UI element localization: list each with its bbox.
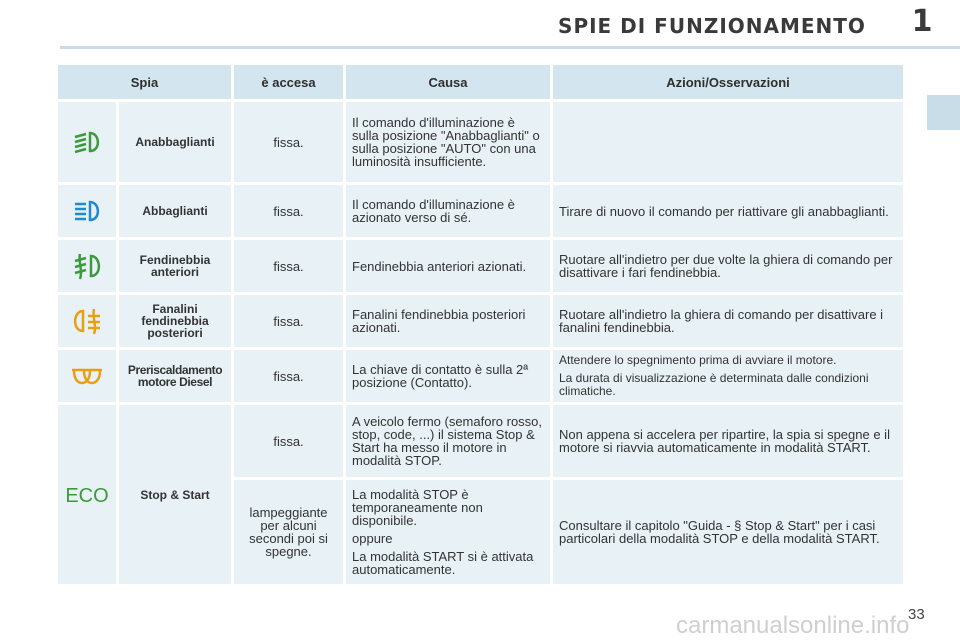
column-header-azioni: Azioni/Osservazioni xyxy=(553,65,903,99)
light-state: fissa. xyxy=(234,185,343,237)
light-name: Fanalini fendinebbia posteriori xyxy=(119,295,231,347)
warning-lights-table xyxy=(55,62,906,587)
light-cause xyxy=(346,480,550,584)
light-state: fissa. xyxy=(234,102,343,182)
light-name: Abbaglianti xyxy=(119,185,231,237)
light-cause: Fendinebbia anteriori azionati. xyxy=(346,240,550,292)
light-name: Fendinebbia anteriori xyxy=(119,240,231,292)
chapter-number: 1 xyxy=(911,4,933,39)
column-header-accesa: è accesa xyxy=(234,65,343,99)
light-action: Consultare il capitolo "Guida - § Stop & Start" per i casi particolari della modalità STOP e della modalità START. xyxy=(553,480,903,584)
light-cause: A veicolo fermo (semaforo rosso, stop, code, ...) il sistema Stop & Start ha messo il motore in modalità STOP. xyxy=(346,405,550,477)
light-name: Preriscaldamento motore Diesel xyxy=(119,350,231,402)
glow-plug-icon xyxy=(58,350,116,402)
action-line: Attendere lo spegnimento prima di avviare il motore. xyxy=(559,353,837,367)
light-cause: Il comando d'illuminazione è sulla posizione "Anabbaglianti" o sulla posizione "AUTO" con una luminosità insufficiente. xyxy=(346,102,550,182)
light-action: Ruotare all'indietro la ghiera di comando per disattivare i fanalini fendinebbia. xyxy=(553,295,903,347)
cause-line: La modalità START si è attivata automaticamente. xyxy=(352,549,534,577)
light-state: lampeggiante per alcuni secondi poi si spegne. xyxy=(234,480,343,584)
table-row xyxy=(58,240,903,292)
table-row xyxy=(58,295,903,347)
light-cause: La chiave di contatto è sulla 2ª posizione (Contatto). xyxy=(346,350,550,402)
rear-fog-icon xyxy=(58,295,116,347)
light-state: fissa. xyxy=(234,350,343,402)
light-action: Non appena si accelera per ripartire, la spia si spegne e il motore si riavvia automaticamente in modalità START. xyxy=(553,405,903,477)
cause-line: La modalità STOP è temporaneamente non disponibile. xyxy=(352,487,483,528)
light-action: Tirare di nuovo il comando per riattivare gli anabbaglianti. xyxy=(553,185,903,237)
table-header-row xyxy=(58,65,903,99)
cause-line: oppure xyxy=(352,531,393,546)
eco-icon xyxy=(58,405,116,584)
light-state: fissa. xyxy=(234,240,343,292)
front-fog-icon xyxy=(58,240,116,292)
column-header-spia: Spia xyxy=(58,65,231,99)
light-action xyxy=(553,350,903,402)
light-cause: Fanalini fendinebbia posteriori azionati. xyxy=(346,295,550,347)
table-row xyxy=(58,405,903,477)
page-title: SPIE DI FUNZIONAMENTO xyxy=(558,14,866,38)
light-name: Anabbaglianti xyxy=(119,102,231,182)
light-cause: Il comando d'illuminazione è azionato verso di sé. xyxy=(346,185,550,237)
column-header-causa: Causa xyxy=(346,65,550,99)
eco-icon-text: ECO xyxy=(65,484,109,506)
header-rule xyxy=(60,46,960,49)
page-number: 33 xyxy=(908,606,925,623)
high-beam-icon xyxy=(58,185,116,237)
watermark: carmanualsonline.info xyxy=(676,612,910,639)
light-name: Stop & Start xyxy=(119,405,231,584)
action-line: La durata di visualizzazione è determinata dalle condizioni climatiche. xyxy=(559,371,869,398)
light-action xyxy=(553,102,903,182)
light-action: Ruotare all'indietro per due volte la ghiera di comando per disattivare i fari fendinebbia. xyxy=(553,240,903,292)
table-row xyxy=(58,102,903,182)
chapter-tab xyxy=(927,95,960,130)
table-row xyxy=(58,350,903,402)
table-row xyxy=(58,185,903,237)
light-state: fissa. xyxy=(234,295,343,347)
low-beam-icon xyxy=(58,102,116,182)
light-state: fissa. xyxy=(234,405,343,477)
